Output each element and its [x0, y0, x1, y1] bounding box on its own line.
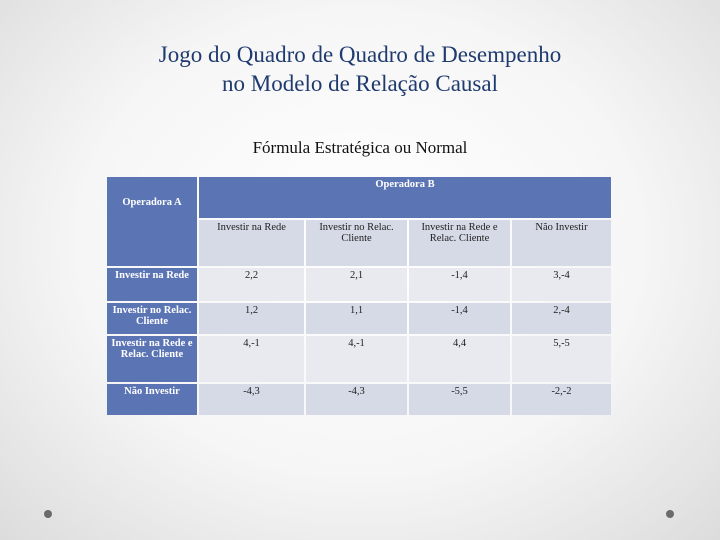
payoff-cell: -4,3	[199, 384, 304, 415]
column-header: Investir na Rede	[199, 220, 304, 266]
row-header: Não Investir	[107, 384, 197, 415]
payoff-cell: 1,2	[199, 303, 304, 334]
payoff-matrix	[105, 175, 613, 417]
column-header: Não Investir	[512, 220, 611, 266]
table-row	[107, 384, 611, 415]
slide-subtitle: Fórmula Estratégica ou Normal	[252, 138, 468, 157]
table-row	[107, 303, 611, 334]
payoff-cell: 2,-4	[512, 303, 611, 334]
payoff-cell: -1,4	[409, 268, 510, 301]
payoff-cell: 4,-1	[199, 336, 304, 382]
payoff-cell: 4,4	[409, 336, 510, 382]
payoff-cell: 1,1	[306, 303, 407, 334]
column-header: Investir no Relac. Cliente	[306, 220, 407, 266]
table-row	[107, 268, 611, 301]
bullet-dot-icon	[666, 510, 674, 518]
row-header: Investir na Rede e Relac. Cliente	[107, 336, 197, 382]
payoff-cell: -4,3	[306, 384, 407, 415]
row-header: Investir no Relac. Cliente	[107, 303, 197, 334]
slide-title	[0, 40, 720, 98]
payoff-cell: -5,5	[409, 384, 510, 415]
payoff-cell: 5,-5	[512, 336, 611, 382]
payoff-cell: -2,-2	[512, 384, 611, 415]
payoff-cell: -1,4	[409, 303, 510, 334]
row-header: Investir na Rede	[107, 268, 197, 301]
title-line-2: no Modelo de Relação Causal	[222, 71, 498, 96]
table-row	[107, 336, 611, 382]
col-player-header: Operadora B	[199, 177, 611, 218]
title-line-1: Jogo do Quadro de Quadro de Desempenho	[158, 42, 562, 67]
bullet-dot-icon	[44, 510, 52, 518]
payoff-cell: 4,-1	[306, 336, 407, 382]
payoff-cell: 2,2	[199, 268, 304, 301]
column-header: Investir na Rede e Relac. Cliente	[409, 220, 510, 266]
payoff-cell: 2,1	[306, 268, 407, 301]
row-player-header: Operadora A	[107, 177, 197, 266]
payoff-cell: 3,-4	[512, 268, 611, 301]
